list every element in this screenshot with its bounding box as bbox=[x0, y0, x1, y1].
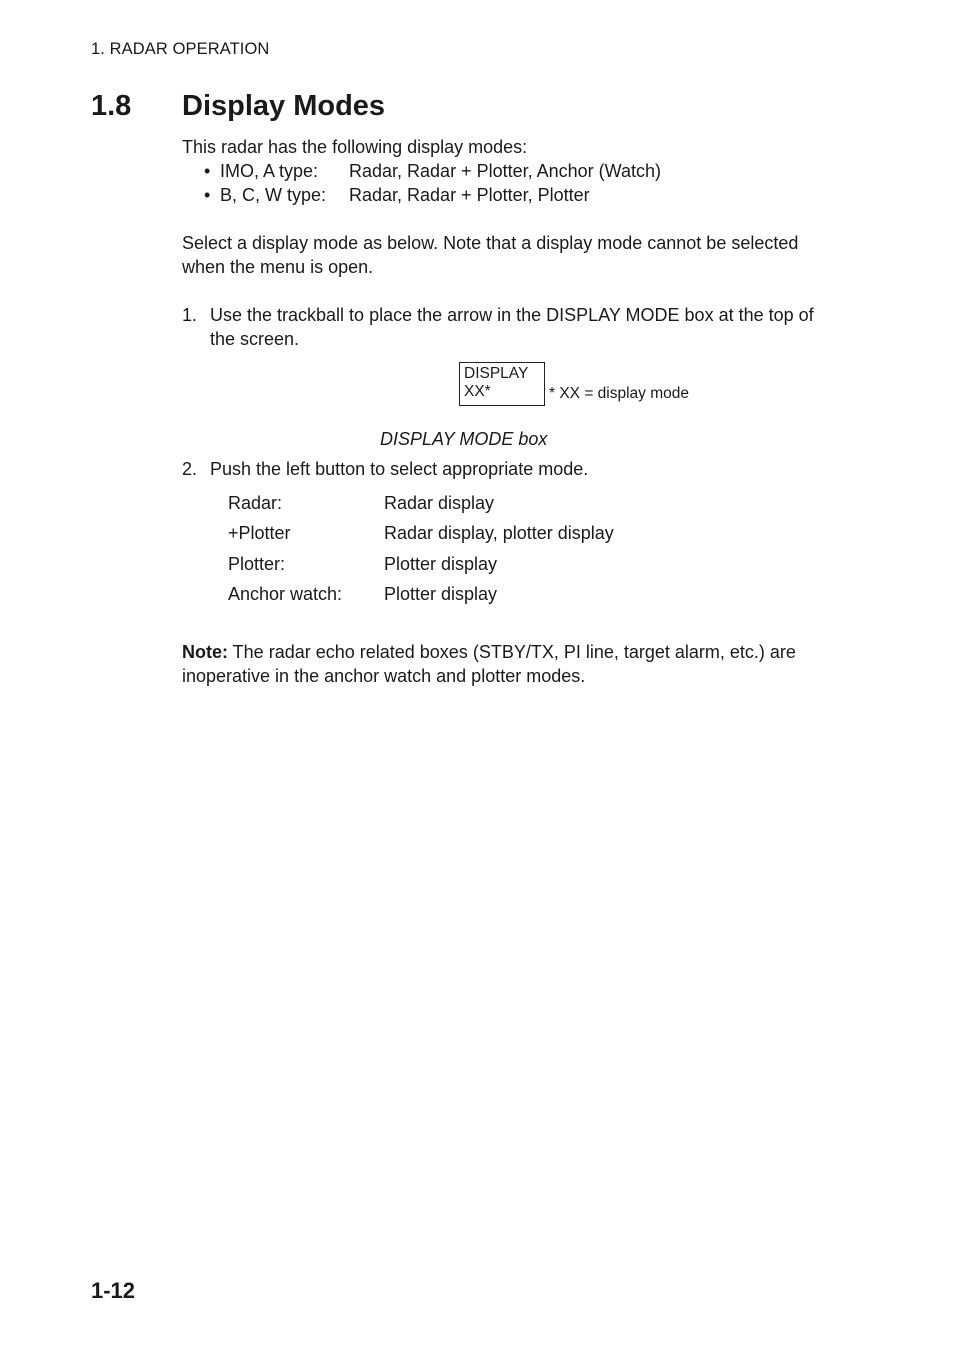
note-text: The radar echo related boxes (STBY/TX, PI line, target alarm, etc.) are bbox=[228, 642, 796, 662]
display-mode-box-note: * XX = display mode bbox=[549, 385, 690, 402]
display-mode-box bbox=[459, 362, 545, 406]
note-label: Note: bbox=[182, 642, 228, 662]
running-head: 1. RADAR OPERATION bbox=[91, 40, 270, 58]
bullet-icon: • bbox=[204, 161, 211, 181]
mode-description: Radar display, plotter display bbox=[384, 523, 614, 543]
mode-name: +Plotter bbox=[228, 523, 291, 543]
select-paragraph-line: Select a display mode as below. Note that a display mode cannot be selected bbox=[182, 233, 799, 253]
mode-description: Plotter display bbox=[384, 584, 498, 604]
step-text-line: Push the left button to select appropriate mode. bbox=[210, 459, 589, 479]
step-number: 1. bbox=[182, 305, 198, 325]
bullet-label: B, C, W type: bbox=[220, 185, 327, 205]
mode-name: Anchor watch: bbox=[228, 584, 343, 604]
mode-description: Radar display bbox=[384, 493, 495, 513]
page-number: 1-12 bbox=[91, 1278, 136, 1303]
step-number: 2. bbox=[182, 459, 198, 479]
note-line bbox=[182, 640, 796, 664]
figure-caption: DISPLAY MODE box bbox=[380, 429, 548, 449]
section-title: Display Modes bbox=[182, 90, 386, 122]
note-line: inoperative in the anchor watch and plotter modes. bbox=[182, 666, 586, 686]
bullet-label: IMO, A type: bbox=[220, 161, 319, 181]
bullet-icon: • bbox=[204, 185, 211, 205]
step-text-line: Use the trackball to place the arrow in the DISPLAY MODE box at the top of bbox=[210, 305, 814, 325]
mode-description: Plotter display bbox=[384, 554, 498, 574]
display-mode-box-value: XX* bbox=[464, 383, 491, 400]
mode-name: Plotter: bbox=[228, 554, 286, 574]
intro-text: This radar has the following display modes: bbox=[182, 137, 528, 157]
step-text-line: the screen. bbox=[210, 329, 300, 349]
bullet-value: Radar, Radar + Plotter, Anchor (Watch) bbox=[349, 161, 661, 181]
section-number: 1.8 bbox=[91, 90, 132, 122]
bullet-value: Radar, Radar + Plotter, Plotter bbox=[349, 185, 590, 205]
select-paragraph-line: when the menu is open. bbox=[182, 257, 374, 277]
mode-name: Radar: bbox=[228, 493, 283, 513]
display-mode-box-label: DISPLAY bbox=[464, 365, 529, 382]
